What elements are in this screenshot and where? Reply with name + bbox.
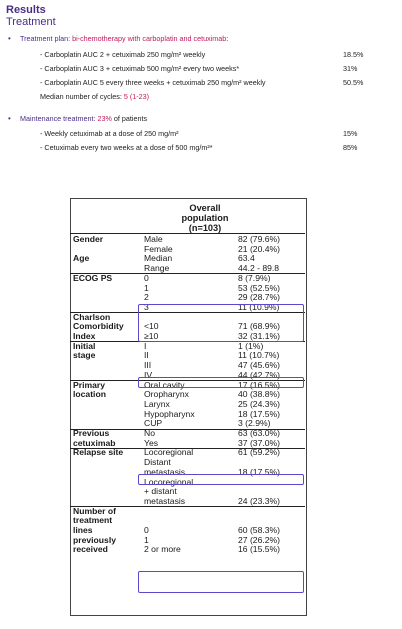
charlson-highlight-box — [138, 377, 304, 388]
row-category: Yes — [144, 437, 159, 448]
row-label: stage — [73, 350, 96, 361]
median-cycles-value: 5 (1-23) — [123, 92, 150, 101]
row-label: Comorbidity — [73, 321, 124, 332]
row-label: treatment — [73, 515, 113, 526]
column-header — [165, 203, 245, 233]
page-header — [6, 4, 56, 28]
row-category: Oropharynx — [144, 389, 189, 400]
row-value: 63.4 — [238, 253, 255, 264]
row-value: 60 (58.3%) — [238, 525, 281, 535]
maintenance-line — [20, 114, 147, 123]
plan-item-1: - Carboplatin AUC 2 + cetuximab 250 mg/m² weekly — [40, 50, 206, 59]
maintenance-item-1: - Weekly cetuximab at a dose of 250 mg/m² — [40, 129, 179, 138]
row-value: 53 (52.5%) — [238, 282, 281, 293]
row-value: 44 (42.7%) — [238, 369, 281, 380]
row-category: I — [144, 340, 147, 351]
row-category: CUP — [144, 418, 163, 429]
row-category: Female — [144, 243, 173, 254]
maintenance-item-2: - Cetuximab every two weeks at a dose of 500 mg/m²* — [40, 143, 213, 152]
ecog-highlight-box — [138, 301, 304, 342]
row-value: 18 (17.5%) — [238, 466, 281, 477]
row-label: Number of — [73, 505, 116, 516]
treatment-plan-suffix: : — [226, 34, 229, 43]
row-value: 17 (16.5%) — [238, 379, 281, 390]
treatment-plan-value: bi-chemotherapy with carboplatin and cetuximab — [72, 34, 227, 43]
row-label: Charlson — [73, 311, 111, 322]
row-category: 1 — [144, 282, 149, 293]
row-category: Locoregional — [144, 476, 194, 487]
row-value: 40 (38.8%) — [238, 389, 281, 400]
row-category: <10 — [144, 321, 159, 332]
plan-item-3: - Carboplatin AUC 5 every three weeks + cetuximab 250 mg/m² weekly — [40, 78, 266, 87]
row-value: 8 (7.9%) — [238, 272, 271, 283]
previous-cetuximab-highlight-box — [138, 474, 304, 485]
row-label: lines — [73, 525, 93, 535]
row-category: Locoregional — [144, 447, 194, 458]
row-label: Gender — [73, 234, 104, 244]
row-category: Hypopharynx — [144, 408, 195, 419]
row-category: + distant — [144, 486, 177, 497]
row-value: 37 (37.0%) — [238, 437, 281, 448]
bullet-icon: • — [8, 34, 11, 43]
maintenance-label: Maintenance treatment: — [20, 114, 98, 123]
treatment-plan-line — [20, 34, 228, 43]
row-label: Initial — [73, 340, 96, 351]
column-header-line-1: Overall — [189, 203, 221, 213]
row-value: 27 (26.2%) — [238, 534, 281, 545]
row-label: location — [73, 389, 106, 400]
row-value: 24 (23.3%) — [238, 495, 281, 506]
plan-item-2: - Carboplatin AUC 3 + cetuximab 500 mg/m² every two weeks* — [40, 64, 240, 73]
row-category: 0 — [144, 525, 149, 535]
maintenance-suffix: of patients — [111, 114, 148, 123]
row-category: metastasis — [144, 466, 186, 477]
median-cycles-label: Median number of cycles: — [40, 92, 124, 101]
row-value: 25 (24.3%) — [238, 398, 281, 409]
row-category: 2 — [144, 292, 149, 303]
maintenance-item-2-pct: 85% — [343, 143, 358, 152]
treatment-lines-highlight-box — [138, 571, 304, 593]
row-label: Previous — [73, 428, 110, 438]
row-label: cetuximab — [73, 437, 116, 448]
treatment-plan-label: Treatment plan: — [20, 34, 73, 43]
row-label: received — [73, 544, 108, 555]
row-value: 1 (1%) — [238, 340, 264, 351]
row-label: ECOG PS — [73, 272, 113, 283]
row-category: No — [144, 428, 155, 438]
row-label: previously — [73, 534, 116, 545]
row-value: 29 (28.7%) — [238, 292, 281, 303]
plan-item-2-pct: 31% — [343, 64, 358, 73]
row-category: Range — [144, 263, 170, 274]
row-value: 82 (79.6%) — [238, 234, 281, 244]
row-value: 3 (2.9%) — [238, 418, 271, 429]
row-value: 16 (15.5%) — [238, 544, 281, 555]
row-category: Distant — [144, 457, 171, 468]
row-category: IV — [144, 369, 153, 380]
results-heading: Results — [6, 4, 46, 16]
maintenance-item-1-pct: 15% — [343, 129, 358, 138]
row-value: 71 (68.9%) — [238, 321, 281, 332]
row-value: 32 (31.1%) — [238, 331, 281, 341]
row-category: Median — [144, 253, 173, 264]
median-cycles-line — [40, 92, 149, 101]
row-label: Age — [73, 253, 90, 264]
row-category: II — [144, 350, 149, 361]
row-category: metastasis — [144, 495, 186, 506]
row-category: Larynx — [144, 398, 170, 409]
row-value: 61 (59.2%) — [238, 447, 281, 458]
column-header-line-3: (n=103) — [188, 223, 222, 233]
row-value: 47 (45.6%) — [238, 360, 281, 371]
row-label: Relapse site — [73, 447, 124, 458]
row-category: Male — [144, 234, 163, 244]
row-value: 63 (63.0%) — [238, 428, 281, 438]
row-value: 21 (20.4%) — [238, 243, 281, 254]
row-value: 11 (10.7%) — [238, 350, 280, 361]
row-category: 0 — [144, 272, 149, 283]
plan-item-1-pct: 18.5% — [343, 50, 364, 59]
row-category: III — [144, 360, 152, 371]
row-value: 11 (10.9%) — [238, 301, 280, 312]
row-category: ≥10 — [144, 331, 159, 341]
plan-item-3-pct: 50.5% — [343, 78, 364, 87]
maintenance-value: 23% — [97, 114, 112, 123]
bullet-icon: • — [8, 114, 11, 123]
row-category: Oral cavity — [144, 379, 185, 390]
column-header-line-2: population — [181, 213, 229, 223]
row-label: Index — [73, 331, 96, 341]
row-category: 2 or more — [144, 544, 181, 555]
row-label: Primary — [73, 379, 106, 390]
row-category: 1 — [144, 534, 149, 545]
row-value: 18 (17.5%) — [238, 408, 281, 419]
row-value: 44.2 - 89.8 — [238, 263, 280, 274]
row-category: 3 — [144, 301, 149, 312]
treatment-heading: Treatment — [6, 16, 56, 28]
